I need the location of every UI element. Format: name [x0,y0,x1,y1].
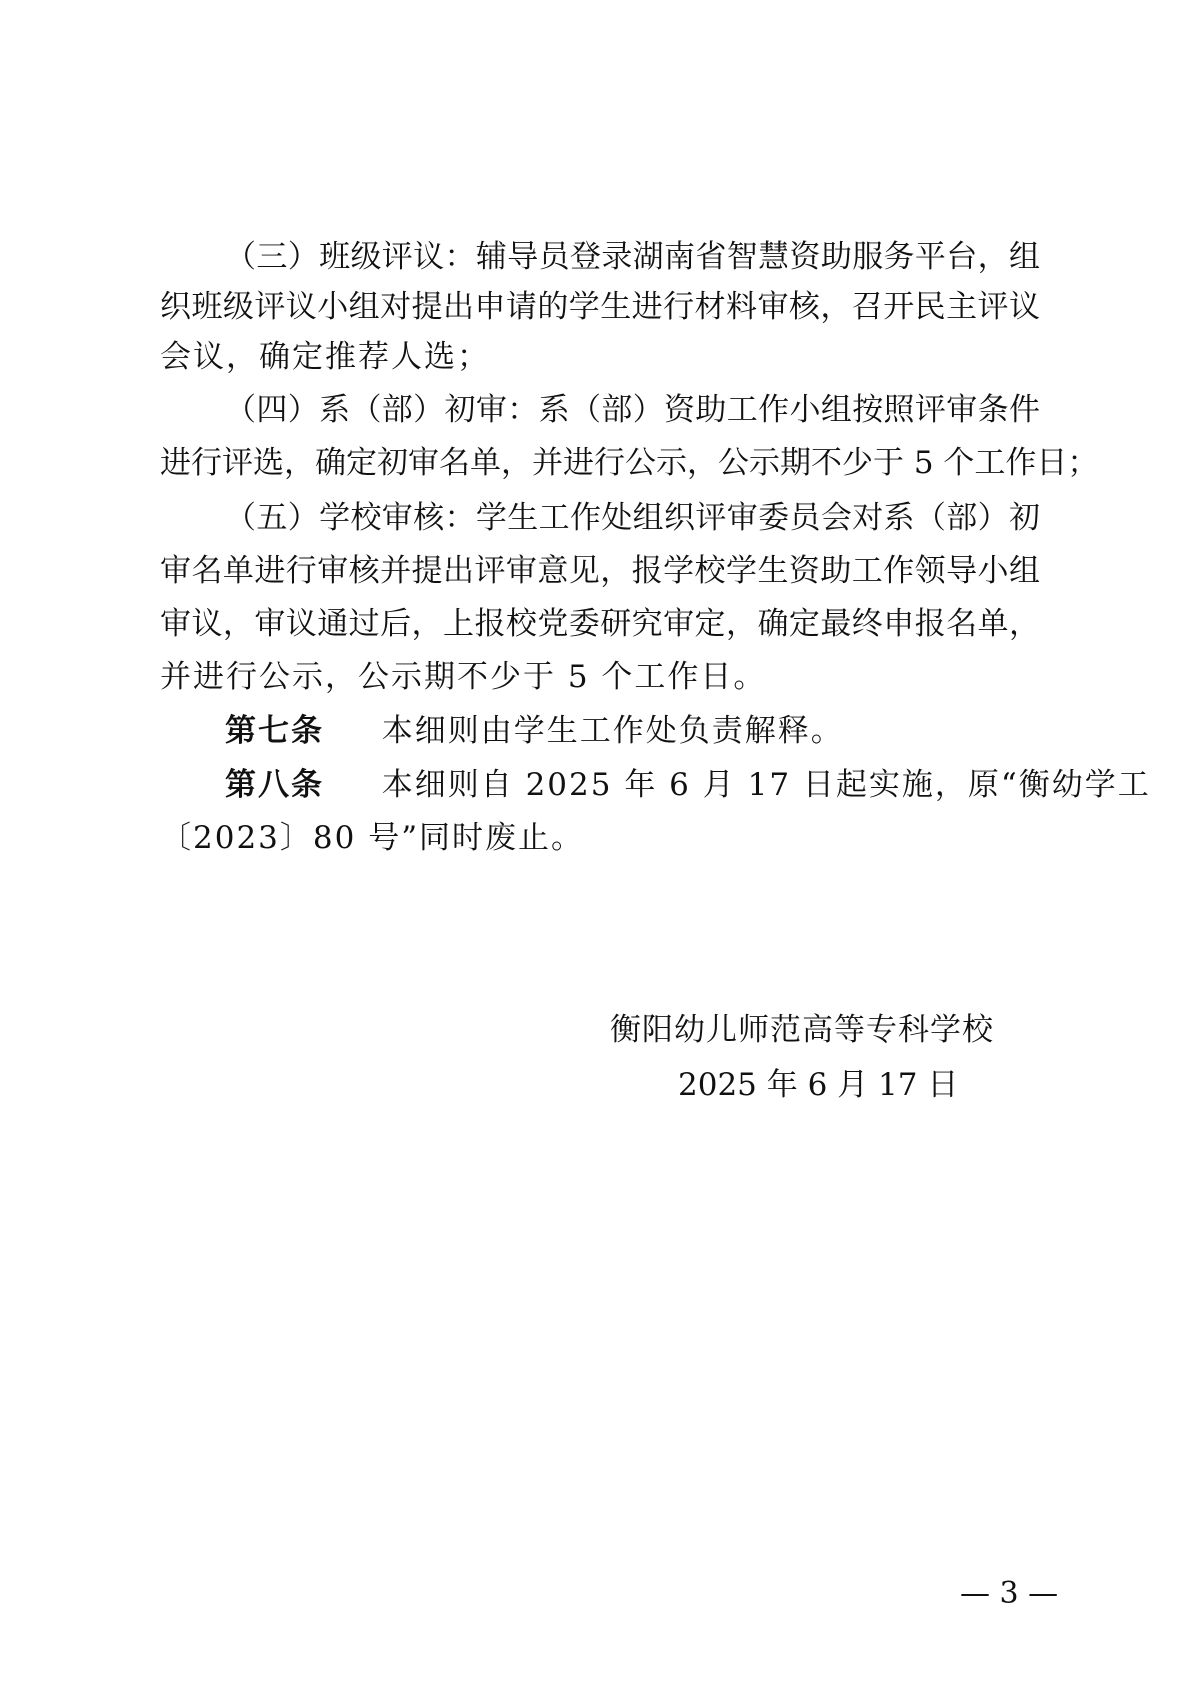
signature-organization: 衡阳幼儿师范高等专科学校 [610,1012,994,1048]
article-7 [225,706,1040,756]
paragraph-3-line-1: （三）班级评议：辅导员登录湖南省智慧资助服务平台，组 [225,239,1040,275]
paragraph-4-line-1: （四）系（部）初审：系（部）资助工作小组按照评审条件 [225,392,1040,428]
article-8-label: 第八条 [225,767,324,803]
article-8-line-2: 〔2023〕80 号”同时废止。 [160,820,585,856]
paragraph-5-line-3: 审议，审议通过后，上报校党委研究审定，确定最终申报名单， [160,606,1040,642]
signature-date: 2025 年 6 月 17 日 [678,1067,959,1103]
article-8-text: 本细则自 2025 年 6 月 17 日起实施，原“衡幼学工 [381,767,1151,803]
article-7-text: 本细则由学生工作处负责解释。 [381,713,844,749]
paragraph-3-line-2: 织班级评议小组对提出申请的学生进行材料审核，召开民主评议 [160,289,1040,325]
paragraph-5-line-2: 审名单进行审核并提出评审意见，报学校学生资助工作领导小组 [160,553,1040,589]
paragraph-4-line-2: 进行评选，确定初审名单，并进行公示，公示期不少于 5 个工作日； [160,445,1099,481]
paragraph-5-line-1: （五）学校审核：学生工作处组织评审委员会对系（部）初 [225,500,1040,536]
article-8 [225,760,1151,810]
page-number: — 3 — [960,1576,1059,1611]
article-7-label: 第七条 [225,713,324,749]
paragraph-5-line-4: 并进行公示，公示期不少于 5 个工作日。 [160,659,767,695]
paragraph-3-line-3: 会议，确定推荐人选； [160,339,490,375]
